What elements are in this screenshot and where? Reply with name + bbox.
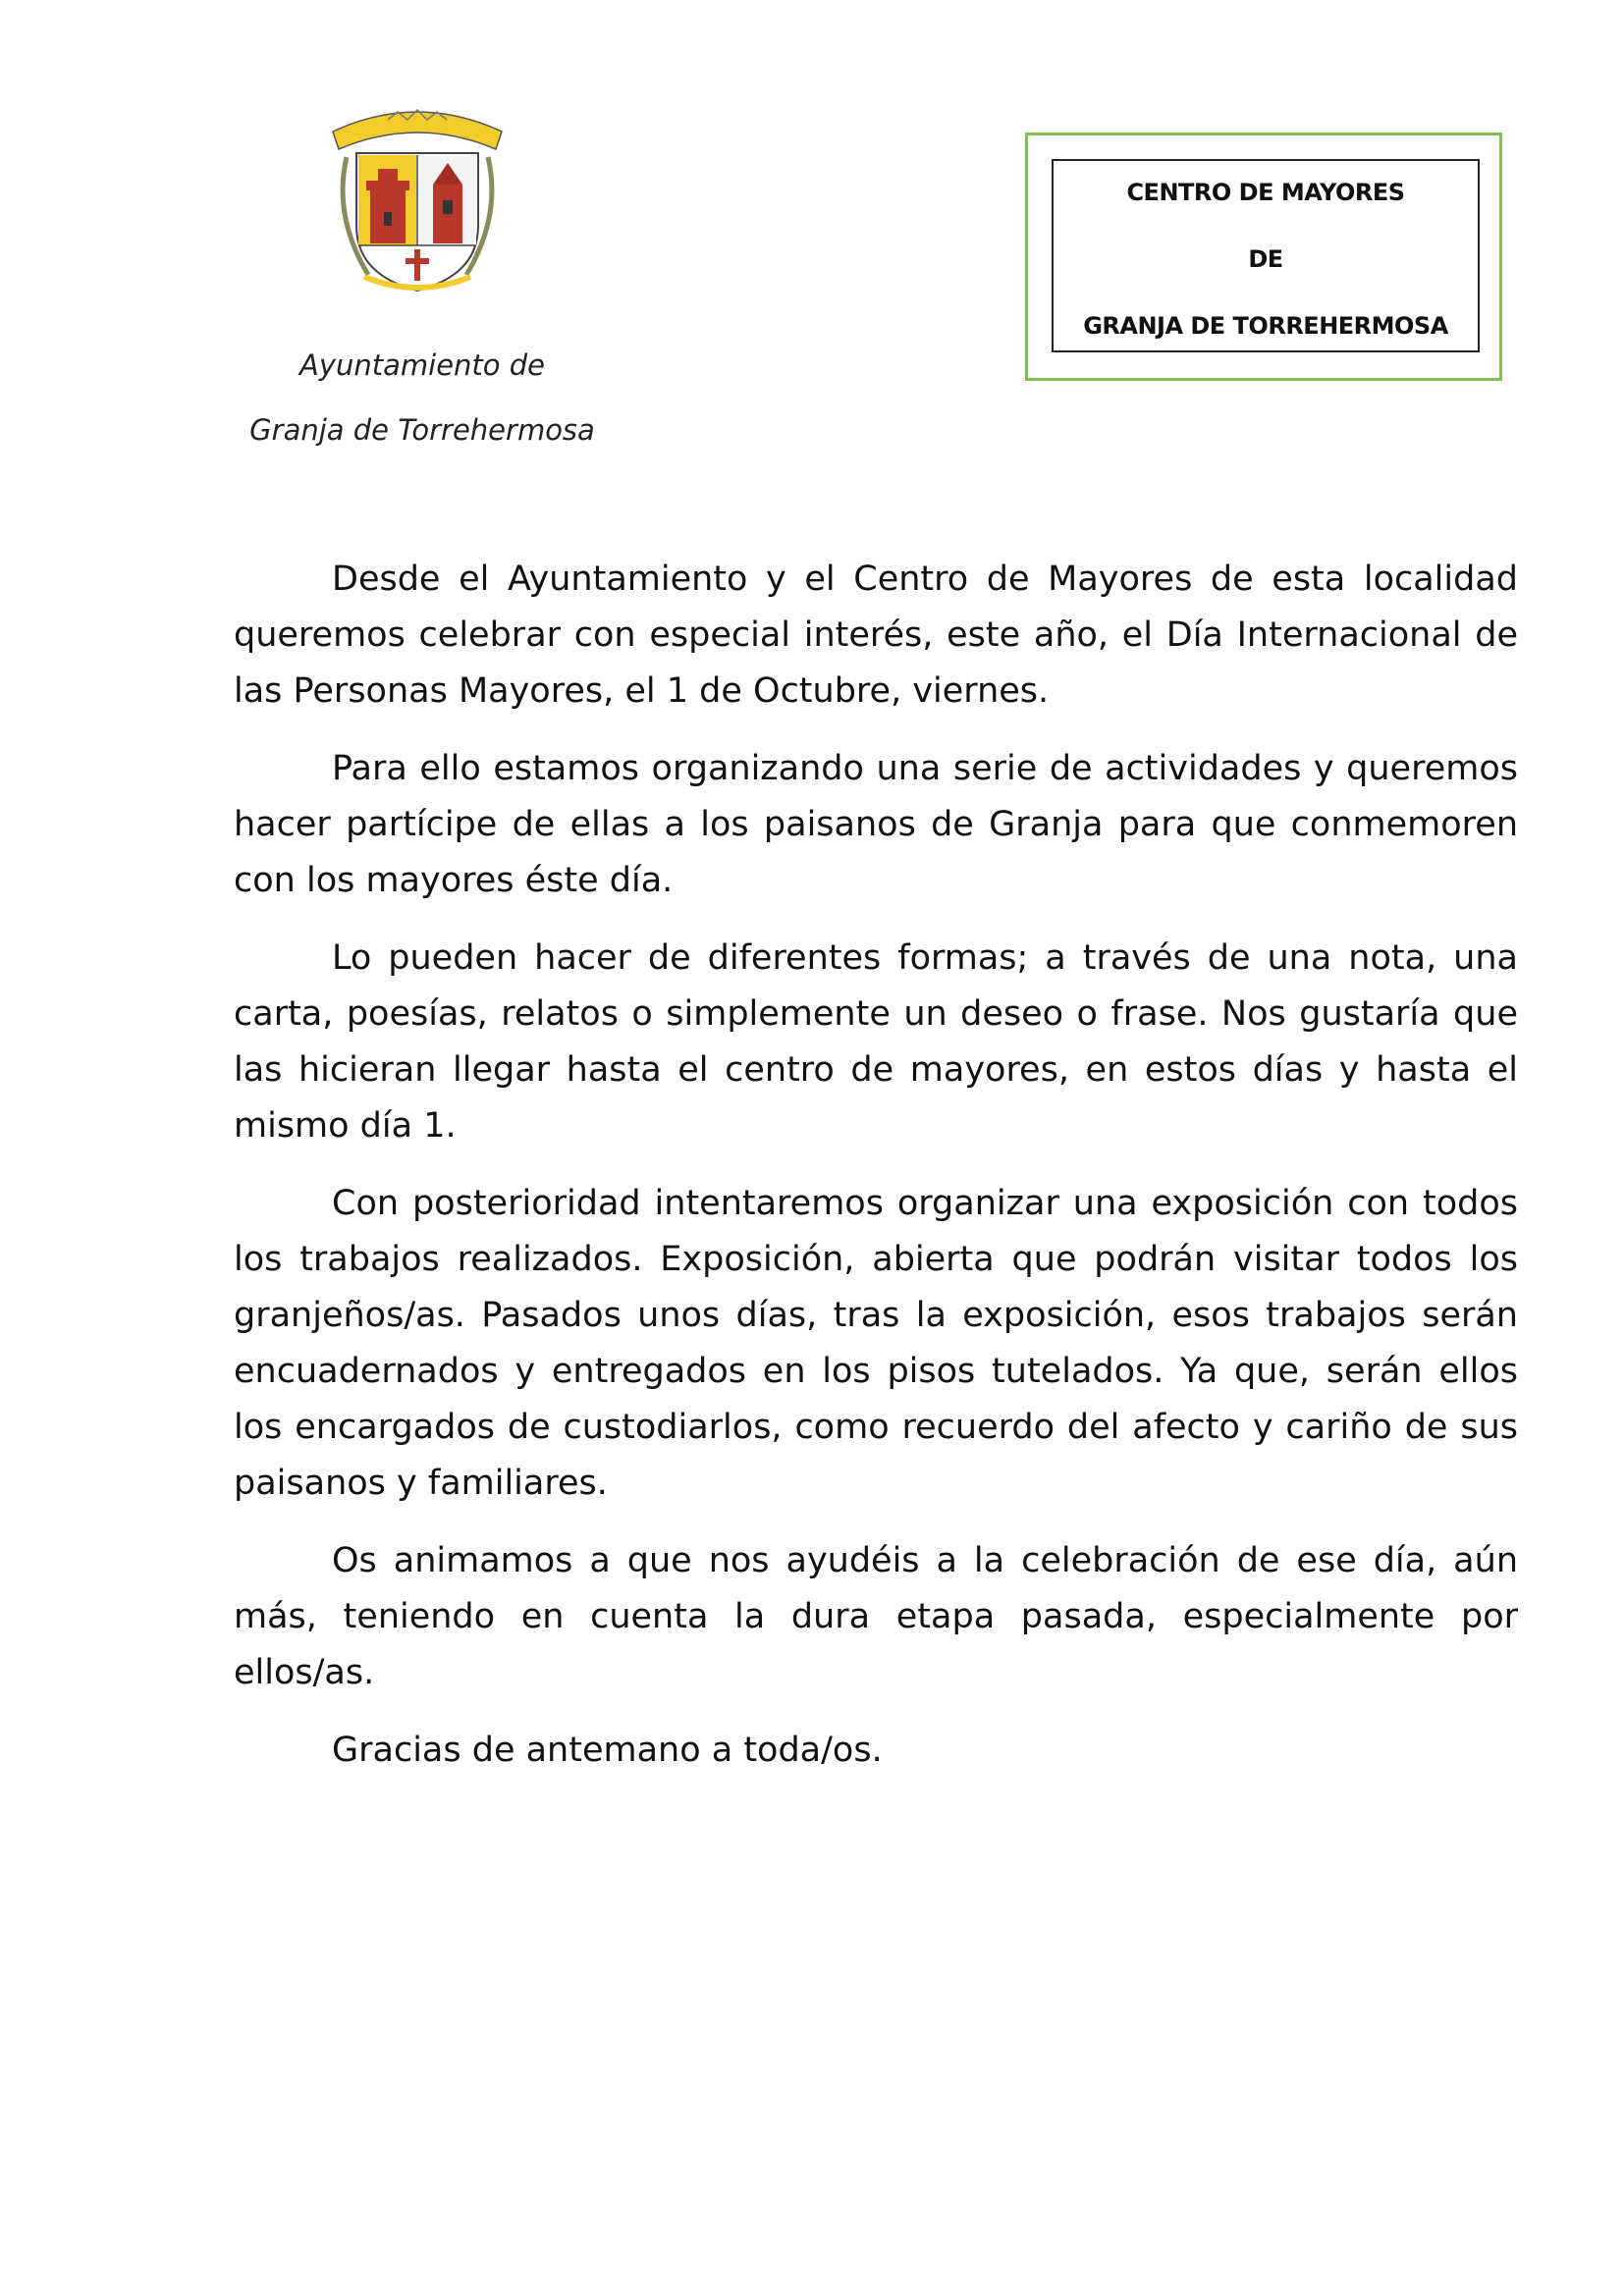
header-box-line-1: CENTRO DE MAYORES	[1126, 179, 1405, 206]
header-box	[1052, 159, 1480, 352]
paragraph: Os animamos a que nos ayudéis a la celebración de ese día, aún más, teniendo en cuenta la dura etapa pasada, especialmente por ellos/as.	[234, 1541, 1518, 1692]
header-box-line-2: DE	[1248, 245, 1283, 273]
paragraph: Desde el Ayuntamiento y el Centro de Mayores de esta localidad queremos celebrar con especial interés, este año, el Día Internacional de las Personas Mayores, el 1 de Octubre, viernes.	[234, 560, 1518, 711]
municipality-line-2: Granja de Torrehermosa	[249, 413, 595, 447]
municipality-line-1: Ayuntamiento de	[298, 348, 545, 382]
letter-body	[234, 552, 1518, 1800]
coat-of-arms-icon	[329, 98, 506, 294]
closing-line: Gracias de antemano a toda/os.	[332, 1731, 883, 1770]
paragraph: Con posterioridad intentaremos organizar una exposición con todos los trabajos realizados. Exposición, abierta que podrán visitar todos los granjeños/as. Pasados unos días, tras la exposición, esos trabajos serán encuadernados y entregados en los pisos tutelados. Ya que, serán ellos los encargados de custodiarlos, como recuerdo del afecto y cariño de sus paisanos y familiares.	[234, 1184, 1518, 1503]
paragraph: Lo pueden hacer de diferentes formas; a través de una nota, una carta, poesías, relatos o simplemente un deseo o frase. Nos gustaría que las hicieran llegar hasta el centro de mayores, en estos días y hasta el mismo día 1.	[234, 938, 1518, 1146]
header-box-line-3: GRANJA DE TORREHERMOSA	[1083, 312, 1448, 340]
paragraph: Para ello estamos organizando una serie de actividades y queremos hacer partícipe de ellas a los paisanos de Granja para que conmemoren con los mayores éste día.	[234, 749, 1518, 900]
